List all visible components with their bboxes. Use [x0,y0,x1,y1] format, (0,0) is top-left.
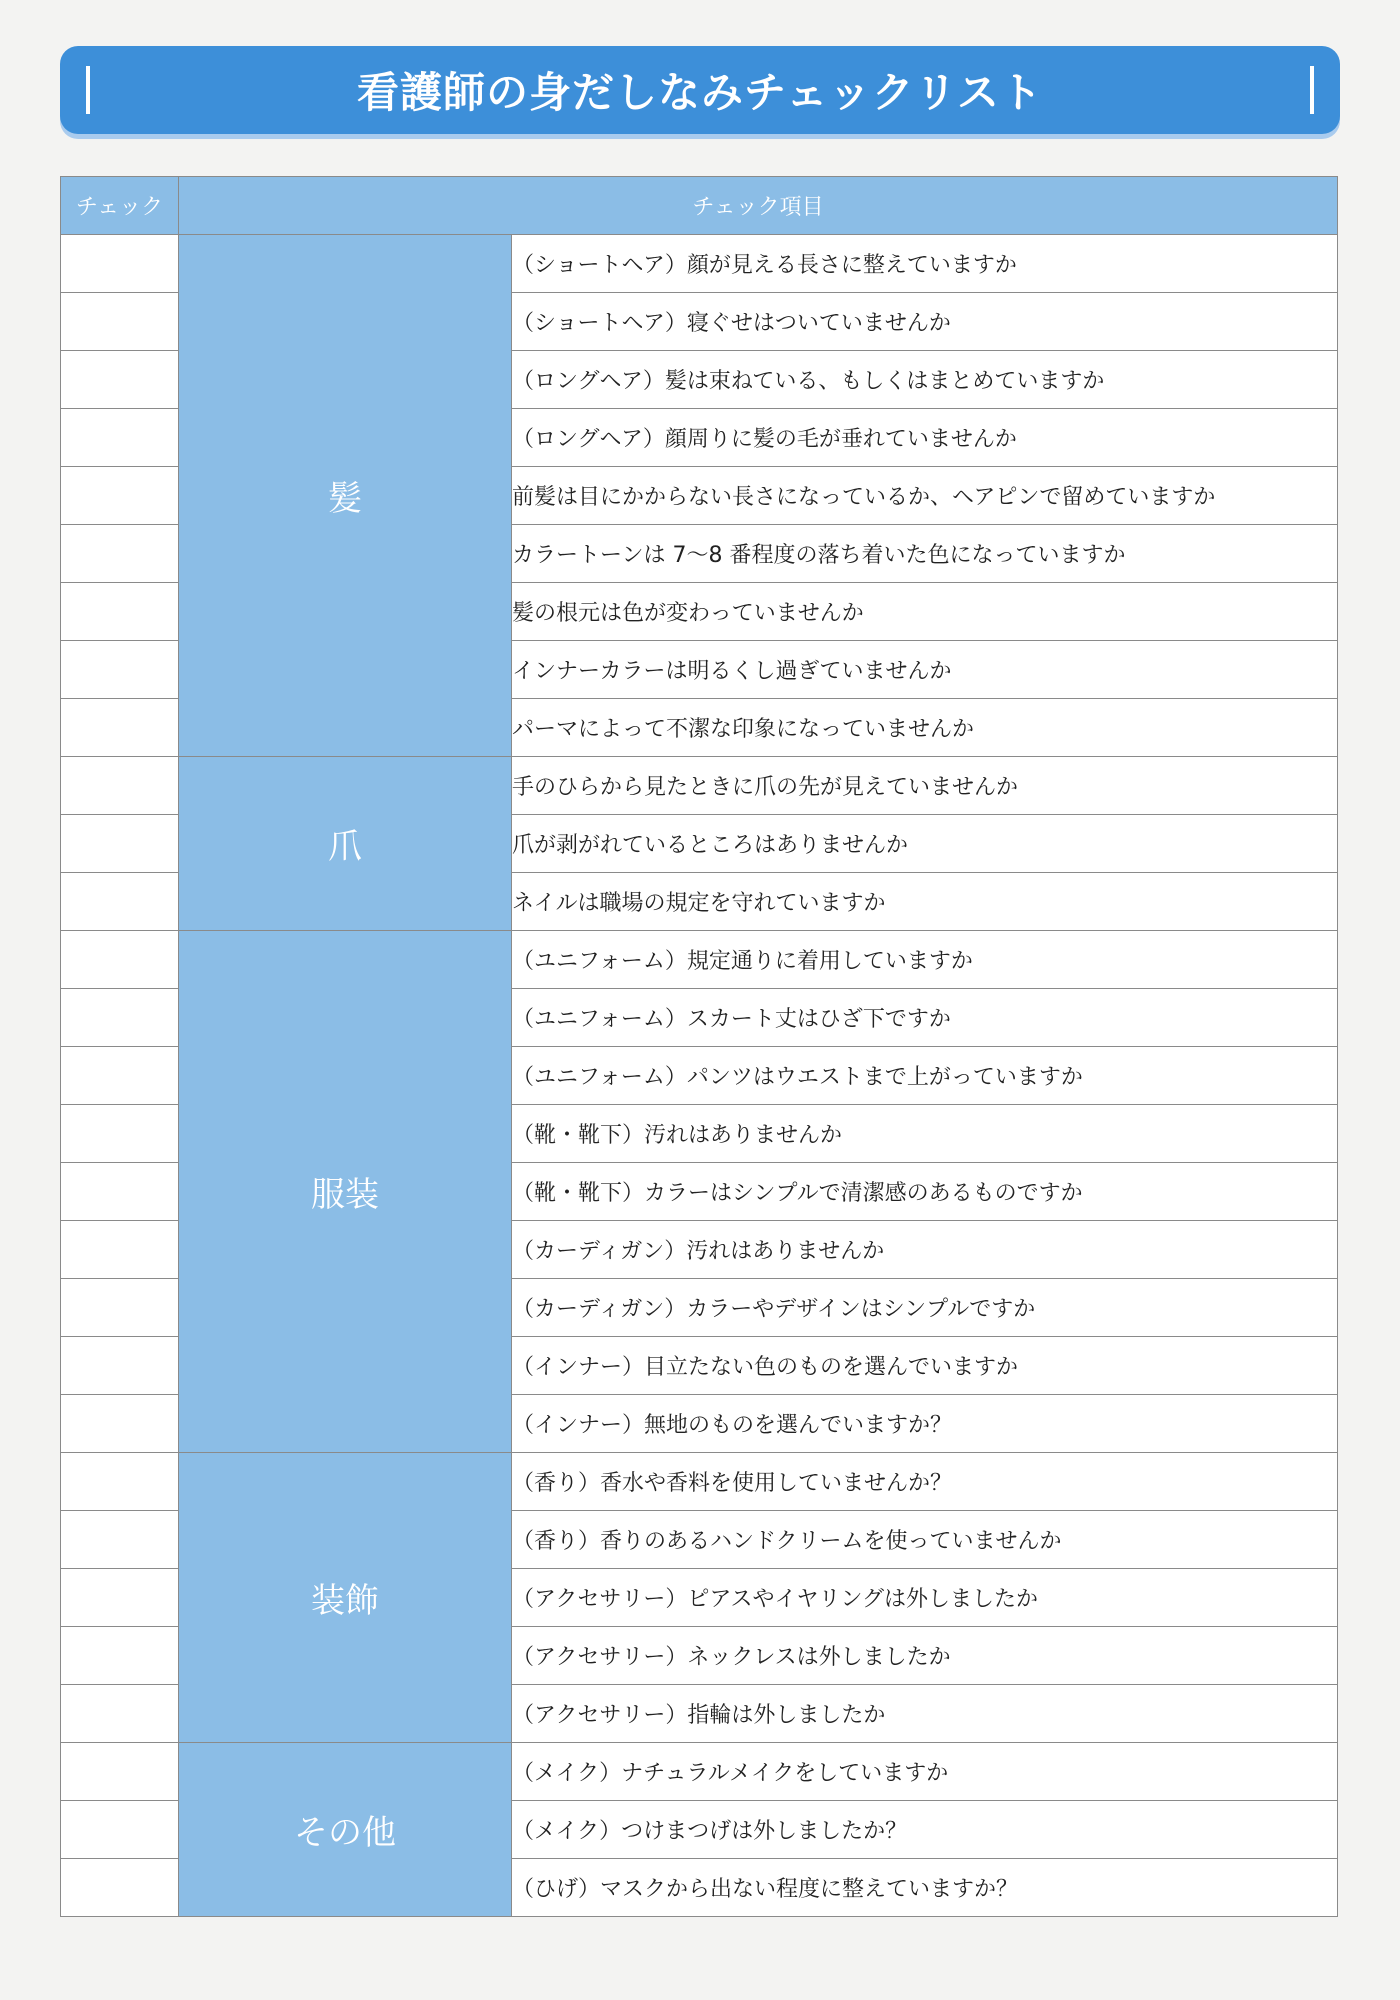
check-item-text: 前髪は目にかからない長さになっているか、ヘアピンで留めていますか [512,467,1338,525]
check-item-text: （香り）香水や香料を使用していませんか？ [512,1453,1338,1511]
category-cell: 髪 [179,235,512,757]
table-header-row [61,177,1338,235]
check-item-text: （ユニフォーム）規定通りに着用していますか [512,931,1338,989]
check-item-text: （靴・靴下）汚れはありませんか [512,1105,1338,1163]
check-item-text: （ユニフォーム）スカート丈はひざ下ですか [512,989,1338,1047]
check-box-cell[interactable] [61,1047,179,1105]
check-box-cell[interactable] [61,1105,179,1163]
items-column-header: チェック項目 [179,177,1338,235]
check-item-text: カラートーンは 7〜8 番程度の落ち着いた色になっていますか [512,525,1338,583]
check-item-text: パーマによって不潔な印象になっていませんか [512,699,1338,757]
check-box-cell[interactable] [61,1453,179,1511]
table-row [61,1453,1338,1511]
check-box-cell[interactable] [61,1221,179,1279]
check-item-text: （靴・靴下）カラーはシンプルで清潔感のあるものですか [512,1163,1338,1221]
check-item-text: （ひげ）マスクから出ない程度に整えていますか？ [512,1859,1338,1917]
check-item-text: （ショートヘア）寝ぐせはついていませんか [512,293,1338,351]
table-row [61,757,1338,815]
check-item-text: 髪の根元は色が変わっていませんか [512,583,1338,641]
check-box-cell[interactable] [61,351,179,409]
checklist-body [61,235,1338,1917]
title-right-bar-decoration [1310,66,1314,114]
check-item-text: （インナー）無地のものを選んでいますか？ [512,1395,1338,1453]
check-item-text: ネイルは職場の規定を守れていますか [512,873,1338,931]
check-item-text: （アクセサリー）ピアスやイヤリングは外しましたか [512,1569,1338,1627]
check-box-cell[interactable] [61,873,179,931]
check-box-cell[interactable] [61,1685,179,1743]
check-item-text: （カーディガン）カラーやデザインはシンプルですか [512,1279,1338,1337]
check-item-text: （ロングヘア）顔周りに髪の毛が垂れていませんか [512,409,1338,467]
check-item-text: （ユニフォーム）パンツはウエストまで上がっていますか [512,1047,1338,1105]
check-item-text: （メイク）ナチュラルメイクをしていますか [512,1743,1338,1801]
check-item-text: 爪が剥がれているところはありませんか [512,815,1338,873]
check-box-cell[interactable] [61,931,179,989]
check-item-text: （メイク）つけまつげは外しましたか？ [512,1801,1338,1859]
check-box-cell[interactable] [61,1569,179,1627]
check-box-cell[interactable] [61,235,179,293]
title-left-bar-decoration [86,66,90,114]
check-box-cell[interactable] [61,409,179,467]
check-item-text: （インナー）目立たない色のものを選んでいますか [512,1337,1338,1395]
check-item-text: インナーカラーは明るくし過ぎていませんか [512,641,1338,699]
category-cell: 爪 [179,757,512,931]
check-item-text: （カーディガン）汚れはありませんか [512,1221,1338,1279]
check-box-cell[interactable] [61,1801,179,1859]
table-row [61,1743,1338,1801]
category-cell: 服装 [179,931,512,1453]
check-item-text: （香り）香りのあるハンドクリームを使っていませんか [512,1511,1338,1569]
check-box-cell[interactable] [61,699,179,757]
page-title: 看護師の身だしなみチェックリスト [357,68,1043,117]
check-column-header: チェック [61,177,179,235]
table-row [61,235,1338,293]
check-item-text: （ショートヘア）顔が見える長さに整えていますか [512,235,1338,293]
check-item-text: （アクセサリー）ネックレスは外しましたか [512,1627,1338,1685]
check-box-cell[interactable] [61,1859,179,1917]
check-item-text: （ロングヘア）髪は束ねている、もしくはまとめていますか [512,351,1338,409]
check-box-cell[interactable] [61,1395,179,1453]
table-row [61,931,1338,989]
check-item-text: 手のひらから見たときに爪の先が見えていませんか [512,757,1338,815]
category-cell: 装飾 [179,1453,512,1743]
check-box-cell[interactable] [61,1163,179,1221]
check-box-cell[interactable] [61,641,179,699]
check-box-cell[interactable] [61,1279,179,1337]
check-box-cell[interactable] [61,1337,179,1395]
check-box-cell[interactable] [61,467,179,525]
check-box-cell[interactable] [61,293,179,351]
check-box-cell[interactable] [61,525,179,583]
check-box-cell[interactable] [61,757,179,815]
check-box-cell[interactable] [61,1627,179,1685]
check-box-cell[interactable] [61,583,179,641]
check-box-cell[interactable] [61,1743,179,1801]
check-item-text: （アクセサリー）指輪は外しましたか [512,1685,1338,1743]
check-box-cell[interactable] [61,1511,179,1569]
category-cell: その他 [179,1743,512,1917]
check-box-cell[interactable] [61,989,179,1047]
checklist-table [60,176,1338,1917]
title-banner [60,46,1340,134]
check-box-cell[interactable] [61,815,179,873]
